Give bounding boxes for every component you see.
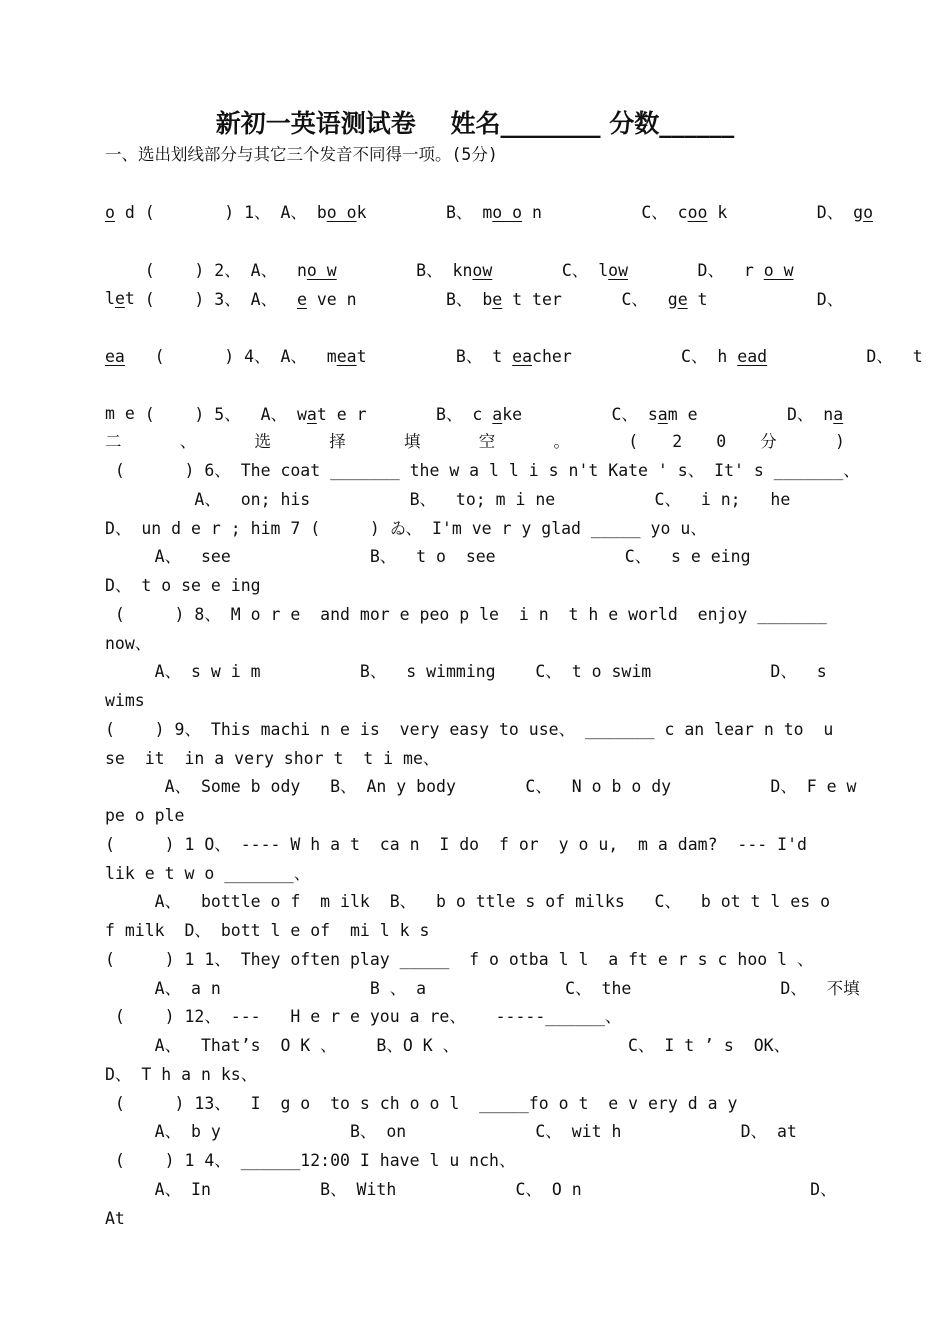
question-6-7-line: D、 un d e r ; him 7 ( ) ゐ、 I'm ve r y glad _____ yo u、 xyxy=(105,519,707,538)
question-11-options: A、 a n B 、 a C、 the D、 不填 xyxy=(105,979,860,998)
question-8-line-a: ( ) 8、 M o r e and mor e peo p le i n t h e world enjoy _______ xyxy=(105,605,827,624)
question-3-line-a: ( ) 3、 A、 e ve n B、 be t ter C、 ge t D、 xyxy=(144,290,844,309)
question-10-option-d: f milk D、 bott l e of mi l k s xyxy=(105,921,430,940)
question-12-option-d: D、 T h a n ks、 xyxy=(105,1065,258,1084)
question-8-line-b: now、 xyxy=(105,634,152,653)
question-10-line-b: lik e t w o _______、 xyxy=(105,864,311,883)
question-13-line: ( ) 13、 I g o to s ch o o l _____fo o t e v ery d a y xyxy=(105,1094,738,1113)
question-13-options: A、 b y B、 on C、 wit h D、 at xyxy=(105,1122,797,1141)
question-6-line-a: ( ) 6、 The coat _______ the w a l l i s n't Kate ' s、 It' s _______、 xyxy=(105,461,860,480)
question-8-options: A、 s w i m B、 s wimming C、 t o swim D、 s xyxy=(105,662,827,681)
exam-title: 新初一英语测试卷 姓名________ 分数______ xyxy=(215,109,735,138)
question-14-options: A、 In B、 With C、 O n D、 xyxy=(105,1180,837,1199)
question-5-line-b: m e xyxy=(105,404,135,423)
question-1-text: ( ) 1、 A、 bo ok B、 mo o n C、 coo k D、 go xyxy=(144,203,874,222)
question-1-line-b: o d xyxy=(105,203,135,222)
question-12-line: ( ) 12、 --- H e r e you a re、 -----______、 xyxy=(105,1007,622,1026)
question-8-option-d: wims xyxy=(105,691,145,710)
question-9-option-d: pe o ple xyxy=(105,806,185,825)
question-3-line-b: let xyxy=(105,289,135,308)
question-6-options: A、 on; his B、 to; m i ne C、 i n; he xyxy=(105,490,791,509)
question-11-line: ( ) 1 1、 They often play _____ f o otba l l a ft e r s c hoo l 、 xyxy=(105,950,814,969)
question-14-line: ( ) 1 4、 ______12:00 I have l u nch、 xyxy=(105,1151,516,1170)
question-5-line-a: ( ) 5、 A、 wat e r B、 c ake C、 sam e D、 na xyxy=(144,405,844,424)
question-10-line-a: ( ) 1 O、 ---- W h a t ca n I do f or y o u, m a dam? --- I'd xyxy=(105,835,807,854)
question-9-line-a: ( ) 9、 This machi n e is very easy to use、 _______ c an lear n to u xyxy=(105,720,834,739)
question-4-line-b: ea xyxy=(105,347,125,366)
section-2-heading: 二 、 选 择 填 空 。 ( 2 0 分 ) xyxy=(105,432,845,451)
question-12-options: A、 That’s O K 、 B、O K 、 C、 I t ’ s OK、 xyxy=(105,1036,791,1055)
question-2-line: ( ) 2、 A、 no w B、 know C、 low D、 r o w xyxy=(144,261,794,280)
question-7-options: A、 see B、 t o see C、 s e eing xyxy=(105,547,751,566)
question-4-line-a: ( ) 4、 A、 meat B、 t eacher C、 h ead D、 t xyxy=(144,347,923,366)
question-10-options: A、 bottle o f m ilk B、 b o ttle s of milks C、 b ot t l es o xyxy=(105,892,831,911)
question-9-options: A、 Some b ody B、 An y body C、 N o b o dy D、 F e w xyxy=(105,777,857,796)
question-7-option-d: D、 t o se e ing xyxy=(105,576,261,595)
question-9-line-b: se it in a very shor t t i me、 xyxy=(105,749,440,768)
section-1-heading: 一、选出划线部分与其它三个发音不同得一项。(5分) xyxy=(105,145,498,164)
question-14-option-d: At xyxy=(105,1209,125,1228)
